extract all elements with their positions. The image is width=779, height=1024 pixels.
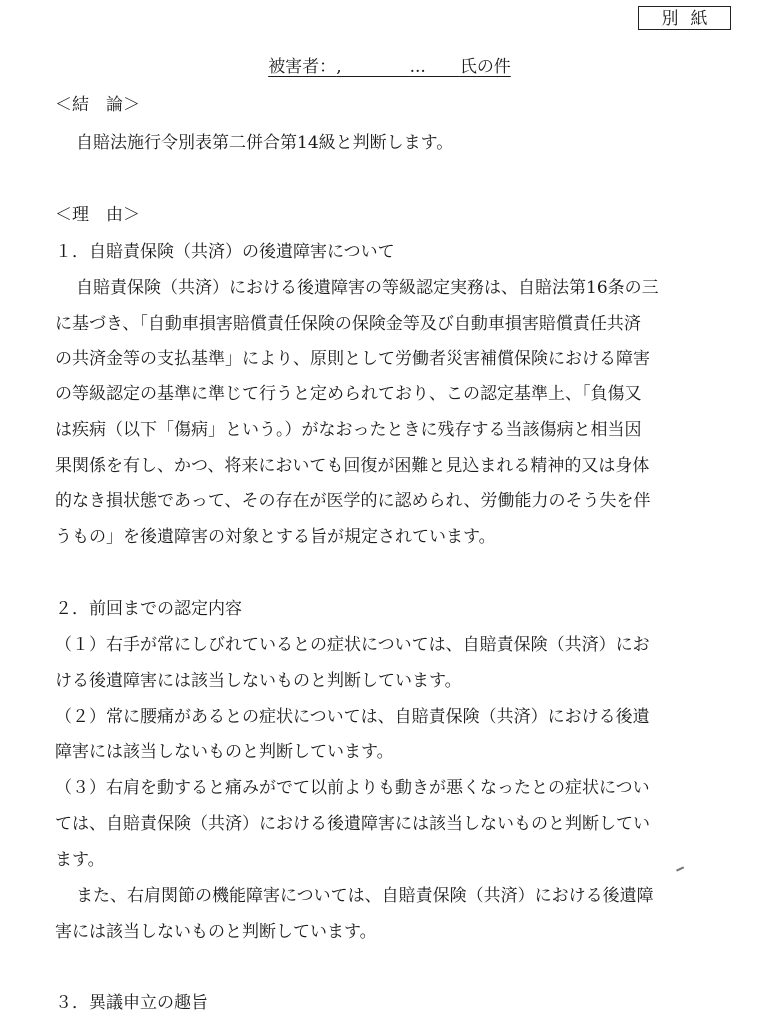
- document-title: [0, 52, 779, 77]
- title-suffix: の件: [476, 57, 511, 77]
- conclusion-heading: ＜結 論＞: [55, 95, 140, 115]
- section2-line: また、右肩関節の機能障害については、自賠責保険（共済）における後遺障: [76, 886, 654, 906]
- section3-heading: ３．異議申立の趣旨: [55, 993, 208, 1013]
- section2-line: （１）右手が常にしびれているとの症状については、自賠責保険（共済）にお: [55, 635, 650, 655]
- section2-line: ては、自賠責保険（共済）における後遺障害には該当しないものと判断してい: [55, 814, 650, 834]
- attachment-label: 別紙: [638, 6, 731, 30]
- section2-heading: ２．前回までの認定内容: [55, 599, 242, 619]
- section1-line: に基づき、「自動車損害賠償責任保険の保険金等及び自動車損害賠償責任共済: [55, 314, 641, 334]
- section2-line: 障害には該当しないものと判断しています。: [55, 742, 394, 762]
- title-name-fragment-3: 氏: [459, 57, 477, 77]
- section1-line: うもの」を後遺障害の対象とする旨が規定されています。: [55, 527, 496, 547]
- section1-line: の等級認定の基準に準じて行うと定められており、この認定基準上、「負傷又: [55, 384, 642, 404]
- section2-line: ます。: [55, 850, 105, 870]
- section1-line: は疾病（以下「傷病」という。）がなおったときに残存する当該傷病と相当因: [55, 420, 642, 440]
- title-name-redacted-area: [342, 57, 410, 77]
- title-prefix: 被害者：: [268, 57, 337, 77]
- section2-line: （２）常に腰痛があるとの症状については、自賠責保険（共済）における後遺: [55, 707, 650, 727]
- title-name-fragment-2: ...: [409, 57, 426, 77]
- scan-speck: [676, 866, 684, 871]
- conclusion-text: 自賠法施行令別表第二併合第14級と判断します。: [76, 133, 454, 153]
- section1-line: 自賠責保険（共済）における後遺障害の等級認定実務は、自賠法第16条の三: [76, 278, 659, 298]
- section1-line: 果関係を有し、かつ、将来においても回復が困難と見込まれる精神的又は身体: [55, 456, 650, 476]
- title-name-fragment-1: ,: [336, 57, 342, 77]
- title-name-redacted-area-2: [426, 57, 460, 77]
- reason-heading: ＜理 由＞: [55, 205, 140, 225]
- section2-line: ける後遺障害には該当しないものと判断しています。: [55, 671, 462, 691]
- section1-line: の共済金等の支払基準」により、原則として労働者災害補償保険における障害: [55, 349, 650, 369]
- section1-line: 的なき損状態であって、その存在が医学的に認められ、労働能力のそう失を伴: [55, 491, 651, 511]
- section1-heading: １．自賠責保険（共済）の後遺障害について: [55, 242, 395, 262]
- section2-line: （３）右肩を動すると痛みがでて以前よりも動きが悪くなったとの症状につい: [55, 778, 650, 798]
- section2-line: 害には該当しないものと判断しています。: [55, 922, 377, 942]
